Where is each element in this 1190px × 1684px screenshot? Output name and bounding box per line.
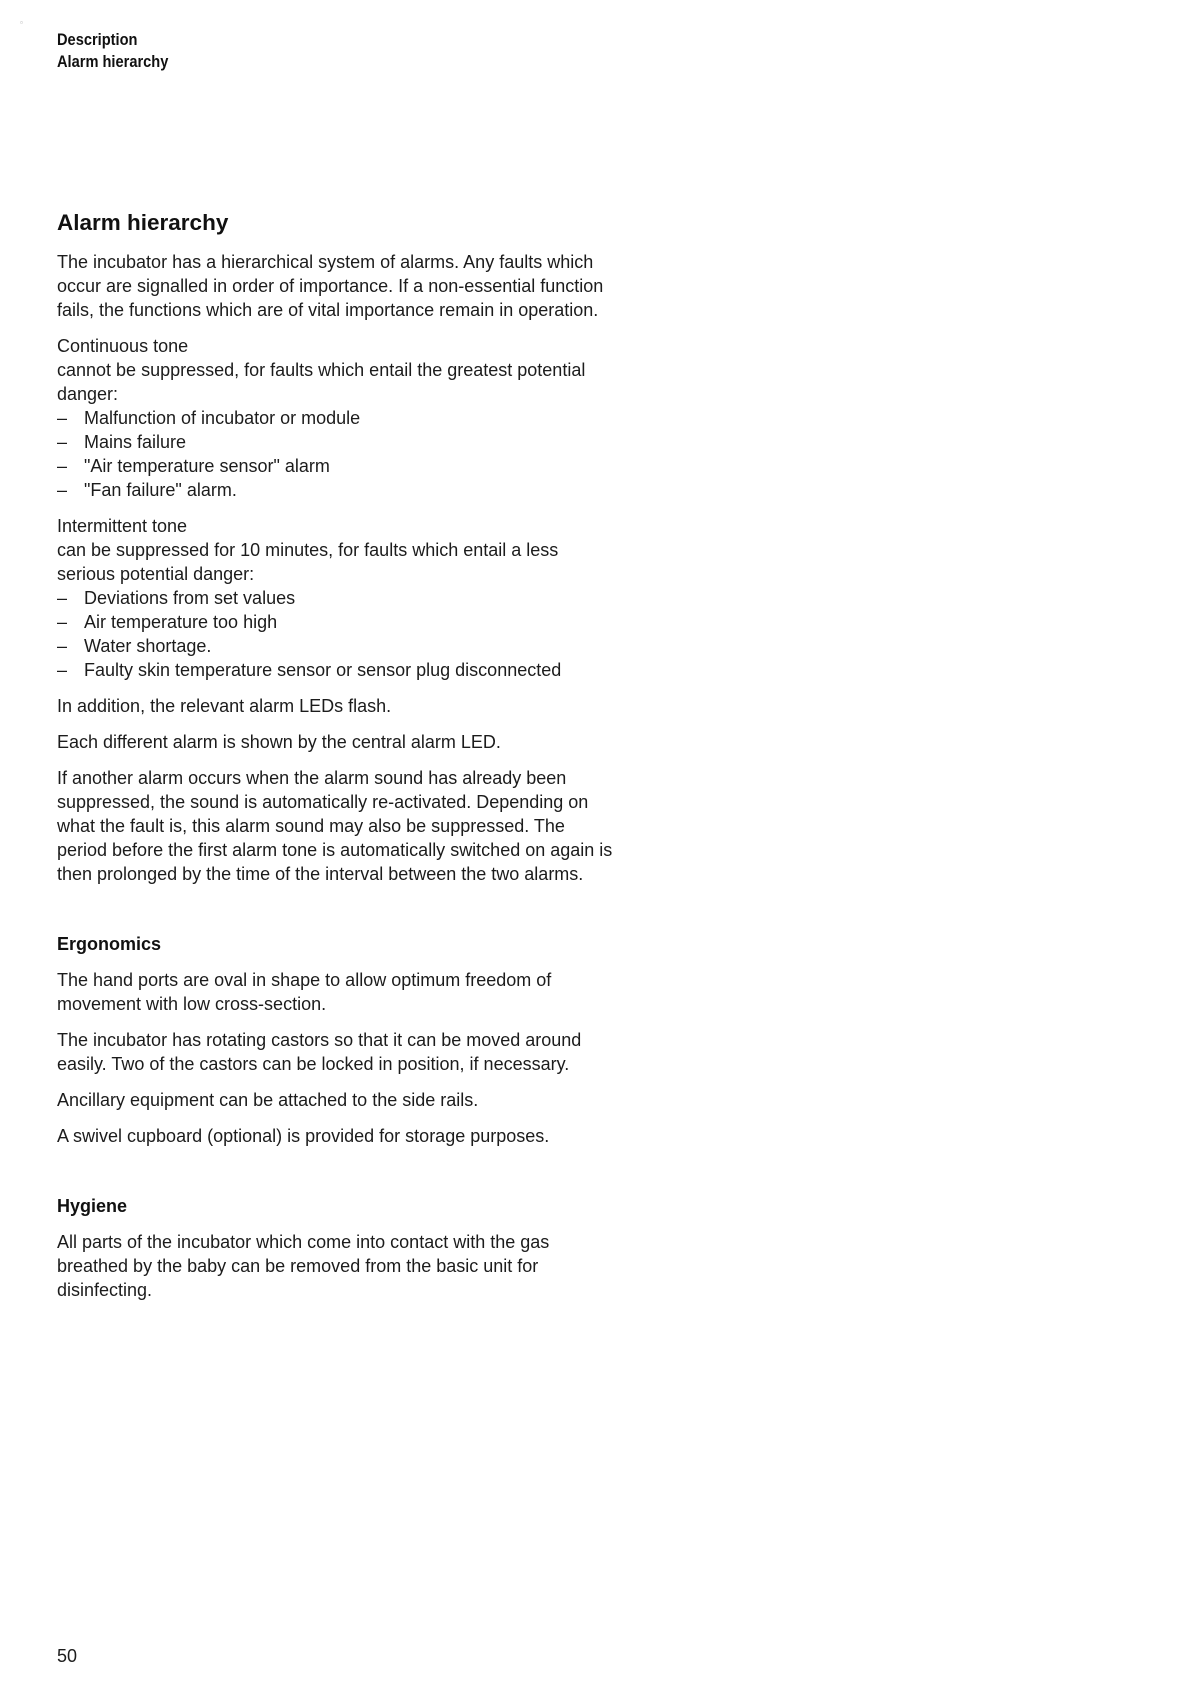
list-item-text: "Fan failure" alarm. — [84, 480, 237, 500]
list-item — [57, 430, 617, 454]
header-subsection: Alarm hierarchy — [57, 52, 169, 71]
ergonomics-paragraph: The hand ports are oval in shape to allow optimum freedom of movement with low cross-section. — [57, 970, 552, 1014]
list-item — [57, 478, 617, 502]
another-alarm-paragraph: If another alarm occurs when the alarm sound has already been suppressed, the sound is automatically re-activated. Depending on what the fault is, this alarm sound may also be suppressed. The period before the first alarm tone is automatically switched on again is then prolonged by the time of the interval between the two alarms. — [57, 768, 613, 884]
header-section: Description — [57, 30, 138, 49]
dash-marker: – — [57, 612, 68, 632]
ergonomics-paragraph: Ancillary equipment can be attached to the side rails. — [57, 1090, 479, 1110]
corner-mark: ▫ — [20, 18, 23, 27]
central-led-paragraph: Each different alarm is shown by the central alarm LED. — [57, 732, 501, 752]
ergonomics-title: Ergonomics — [57, 934, 162, 954]
dash-marker: – — [57, 636, 68, 656]
alarm-intro: The incubator has a hierarchical system of alarms. Any faults which occur are signalled in order of importance. If a non-essential function fails, the functions which are of vital importance remain in operation. — [57, 252, 604, 320]
list-item — [57, 586, 617, 610]
section-spacer — [57, 898, 617, 932]
continuous-desc: cannot be suppressed, for faults which entail the greatest potential danger: — [57, 360, 586, 404]
list-item — [57, 634, 617, 658]
continuous-title: Continuous tone — [57, 336, 189, 356]
list-item — [57, 658, 617, 682]
alarm-title: Alarm hierarchy — [57, 210, 229, 235]
continuous-list — [57, 406, 617, 502]
list-item-text: Malfunction of incubator or module — [84, 408, 361, 428]
dash-marker: – — [57, 408, 68, 428]
dash-marker: – — [57, 432, 68, 452]
list-item-text: "Air temperature sensor" alarm — [84, 456, 330, 476]
list-item — [57, 454, 617, 478]
list-item-text: Mains failure — [84, 432, 187, 452]
intermittent-desc: can be suppressed for 10 minutes, for faults which entail a less serious potential danger: — [57, 540, 559, 584]
list-item-text: Air temperature too high — [84, 612, 278, 632]
list-item — [57, 610, 617, 634]
dash-marker: – — [57, 660, 68, 680]
ergonomics-paragraph: A swivel cupboard (optional) is provided for storage purposes. — [57, 1126, 550, 1146]
dash-marker: – — [57, 456, 68, 476]
list-item-text: Faulty skin temperature sensor or sensor plug disconnected — [84, 660, 562, 680]
list-item-text: Water shortage. — [84, 636, 212, 656]
dash-marker: – — [57, 480, 68, 500]
running-header — [57, 29, 186, 73]
intermittent-list — [57, 586, 617, 682]
page-number: 50 — [57, 1646, 78, 1666]
section-spacer — [57, 1160, 617, 1194]
hygiene-title: Hygiene — [57, 1196, 128, 1216]
page-content — [57, 208, 617, 1314]
list-item — [57, 406, 617, 430]
dash-marker: – — [57, 588, 68, 608]
list-item-text: Deviations from set values — [84, 588, 296, 608]
leds-paragraph: In addition, the relevant alarm LEDs flash. — [57, 696, 392, 716]
intermittent-title: Intermittent tone — [57, 516, 188, 536]
ergonomics-paragraph: The incubator has rotating castors so that it can be moved around easily. Two of the castors can be locked in position, if necessary. — [57, 1030, 582, 1074]
hygiene-paragraph: All parts of the incubator which come into contact with the gas breathed by the baby can be removed from the basic unit for disinfecting. — [57, 1232, 550, 1300]
